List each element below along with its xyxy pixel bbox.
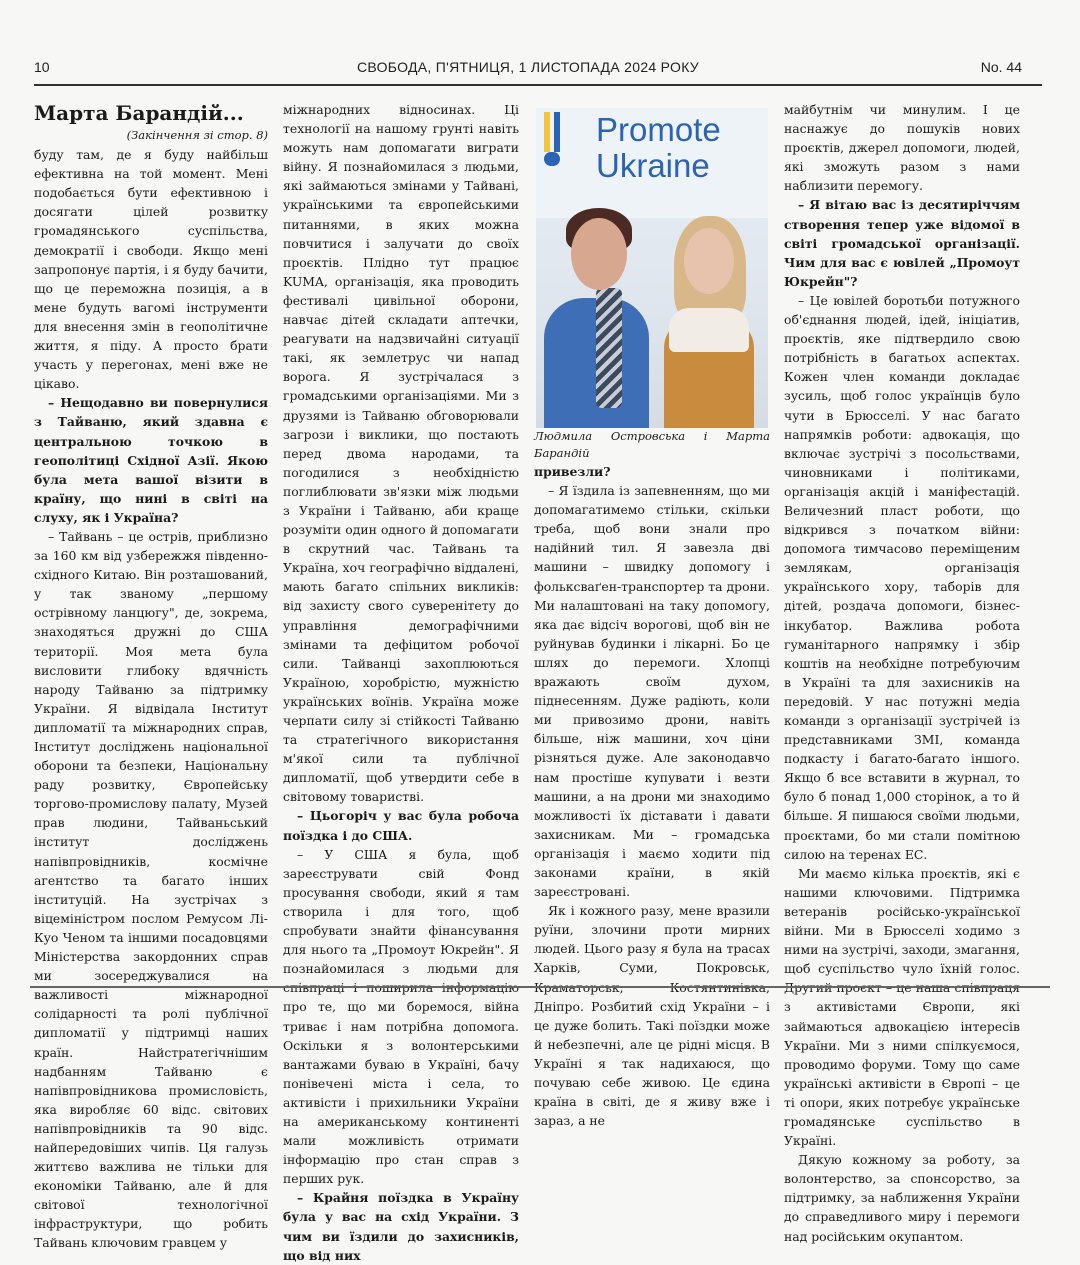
paragraph: майбутнім чи минулим. І це наснажує до пошуків нових проєктів, джерел допомоги, людей, які зможуть разом з нами наблизити перемогу. (784, 102, 1020, 194)
photo-caption: Людмила Островська і Марта Барандій (534, 429, 770, 460)
person-right-top (669, 308, 749, 352)
column-2 (283, 100, 519, 1265)
column-3 (534, 100, 770, 1130)
article-photo (536, 108, 768, 428)
paragraph: Ми маємо кілька проєктів, які є нашими ключовими. Підтримка ветеранів російсько-української війни. Ми в Брюсселі ходимо з ними на зустрічі, заходи, змагання, щоб суспільство чуло їхній голос. Другий проєкт – це наша співпраця з активістами Європи, які займаються адвокацією інтересів України. Ми з ними спілкуємося, проводимо форуми. Тому що саме українські активісти в Європі – це ті опори, яких потребує українське громадянське суспільство в Україні. (784, 865, 1020, 1149)
interview-question: – Цьогоріч у вас була робоча поїздка і до США. (283, 808, 519, 843)
newspaper-masthead: СВОБОДА, П'ЯТНИЦЯ, 1 ЛИСТОПАДА 2024 РОКУ (356, 59, 700, 75)
interview-question-end: привезли? (534, 464, 611, 479)
paragraph: міжнародних відносинах. Ці технології на нашому грунті навіть можуть нам допомагати виграти війну. Я познайомилася з людьми, які займаються змінами у Тайвані, українськими та європейськими питаннями, в яких можна повчитися і залучати до своїх проєктів. Плідно тут працює KUMA, організація, яка проводить фестивалі цивільної оборони, навчає дітей складати аптечки, реагувати на надзвичайні ситуації такі, як землетрус чи напад ворога. Я зустрічалася з громадськими організаціями. Ми з друзями із Тайваню обговорювали загрози і виклики, що постають перед двома народами, та погодилися з необхідністю поглиблювати зв'язки між людьми з України і Тайваню, аби краще розуміти один одного й допомагати в скрутний час. Тайвань та Україна, хоч географічно віддалені, мають багато спільних викликів: від захисту свого суверенітету до управління демографічними змінами та дефіцитом робочої сили. Тайванці захоплюються Україною, хоробрістю, мужністю українських воїнів. Україна може черпати силу зі стійкості Тайваню та стратегічного використання м'якої сили та публічної дипломатії, щоб утвердити себе в світовому товаристві. (283, 102, 519, 805)
issue-number: No. 44 (980, 59, 1022, 75)
paragraph: – Я їздила із запевненням, що ми допомагатимемо стільки, скільки треба, щоб вони знали про надійний тил. Я завезла дві машини – швидку допомогу і фольксваґен-транспортер та дрони. Ми налаштовані на таку допомогу, яка дає відсіч ворогові, щоб він не руйнував будинки і лікарні. Бо це шлях до перемоги. Хлопці вражають своїм духом, піднесенням. Дуже радіють, коли ми привозимо дрони, навіть більше, ніж машини, хоч ціни різняться дуже. Але законодавчо нам простіше купувати і везти машини, а на дрони ми знаходимо можливості їх діставати і давати захисникам. Ми – громадська організація і маємо ходити під законами країни, в якій зареєстровані. (534, 483, 770, 900)
paragraph: – Це ювілей боротьби потужного об'єднання людей, ідей, ініціатив, проєктів, яке підтвердило свою потрібність в багатьох аспектах. Кожен член команди докладає зусиль, щоб голос українців було чути в Брюсселі. У нас багато напрямків роботи: адвокація, що включає зустрічі з посольствами, чиновниками і політиками, організація акцій і маніфестацій. Величезний пласт роботи, що відкрився з початком війни: допомога тимчасово переміщеним землякам, організація українського хору, таборів для дітей, роздача допомоги, бізнес-інкубатор. Важлива робота гуманітарного напрямку і збір коштів на необхідне потребуючим в Україні та для захисників на передовій. У нас потужні медіа команди з організації зустрічей із представниками ЗМІ, команда подкасту і багато-багато іншого. Якщо б все вставити в журнал, то було б понад 1,000 сторінок, а то й більше. Я пишаюся своїми людьми, проєктами, бо ми стали помітною силою на теренах ЕС. (784, 292, 1020, 862)
paragraph: Як і кожного разу, мене вразили руїни, злочини проти мирних людей. Цього разу я була на трасах Харків, Суми, Покровськ, Краматорськ, Костянтинівка, Дніпро. Розбитий схід України – і це дуже болить. Такі поїздки може й небезпечні, але це рідні місця. В Україні я так надихаюся, що почуваю себе живою. Це єдина країна в світі, де я живу вже і зараз, а не (534, 903, 770, 1129)
person-left-scarf (596, 288, 622, 408)
paragraph: – Тайвань – це острів, приблизно за 160 км від узбережжя південно-східного Китаю. Він розташований, у так званому „першому острівному ланцюгу", де, зокрема, знаходяться дружні до США території. Моя мета була висловити глибоку вдячність народу Тайваню за підтримку України. Я відвідала Інститут дипломатії та міжнародних справ, Інститут досліджень національної оборони та безпеки, Національну раду розвитку, Європейську торгово-промислову палату, Музей прав людини, Тайваньський інститут досліджень напівпровідників, космічне агентство та багато інших інституцій. На зустрічах з віцеміністром послом Ремусом Лі-Куо Ченом та іншими посадовцями Міністерства закордонних справ ми зосереджувалися на важливості міжнародної солідарності та ролі публічної дипломатії у підтримці наших країн. Найстратегічнішим надбанням Тайваню є напівпровідникова промисловість, яка виробляє 60 відс. світових напівпровідників та 90 відс. найпередовіших чипів. Ця галузь життєво важлива не тільки для економіки Тайваню, але й для світової технологічної інфраструктури, що робить Тайвань ключовим гравцем у (34, 528, 268, 1251)
column-4 (784, 100, 1020, 1246)
header-rule (34, 84, 1042, 86)
article-title: Марта Барандій... (34, 101, 244, 125)
banner-line-2: Ukraine (596, 147, 710, 184)
person-left-face (571, 218, 627, 290)
person-right-face (684, 228, 734, 294)
page-header (34, 55, 1022, 81)
paragraph: Дякую кожному за роботу, за волонтерство, за спонсорство, за підтримку, за наближення України до справедливого миру і перемоги над російським окупантом. (784, 1152, 1020, 1244)
footer-rule (30, 986, 1050, 988)
paragraph: – У США я була, щоб зареєструвати свій Фонд просування свободи, який я там створила і для того, щоб спробувати знайти фінансування для нього та „Промоут Юкрейн". Я познайомилася з людьми для співпраці і поширила інформацію про те, що ми боремося, війна триває і нам потрібна допомога. Оскільки я з волонтерськими вантажами буваю в Україні, бачу понівечені міста і села, то активісти і прихильники України на американському континенті мали можливість отримати інформацію про стан справ з перших рук. (283, 846, 519, 1187)
paragraph: буду там, де я буду найбільш ефективна на той момент. Мені подобається бути ефективною і досягати цілей розвитку громадянського суспільства, демократії і свободи. Якщо мені запропонує партія, і я буду бачити, що це переможна позиція, а в мене будуть вагомі інструменти для внесення змін в геополітичне життя, я піду. А просто брати участь у перегонах, мені вже не цікаво. (34, 147, 268, 392)
photo-banner-text (596, 112, 721, 184)
continued-note: (Закінчення зі стор. 8) (126, 128, 268, 142)
interview-question: – Нещодавно ви повернулися з Тайваню, який здавна є центральною точкою в геополітиці Східної Азії. Якою була мета вашої візити в країну, що нині в світі на слуху, як і Україна? (34, 395, 268, 525)
column-1 (34, 100, 268, 1253)
banner-line-1: Promote (596, 111, 721, 148)
promote-ukraine-logo-icon (542, 112, 562, 174)
interview-question: – Я вітаю вас із десятиріччям створення тепер уже відомої в світі громадської організації. Чим для вас є ювілей „Промоут Юкрейн"? (784, 197, 1020, 289)
interview-question: – Крайня поїздка в Україну була у вас на схід України. З чим ви їздили до захисників, що від них (283, 1190, 519, 1263)
page-number: 10 (34, 59, 50, 75)
